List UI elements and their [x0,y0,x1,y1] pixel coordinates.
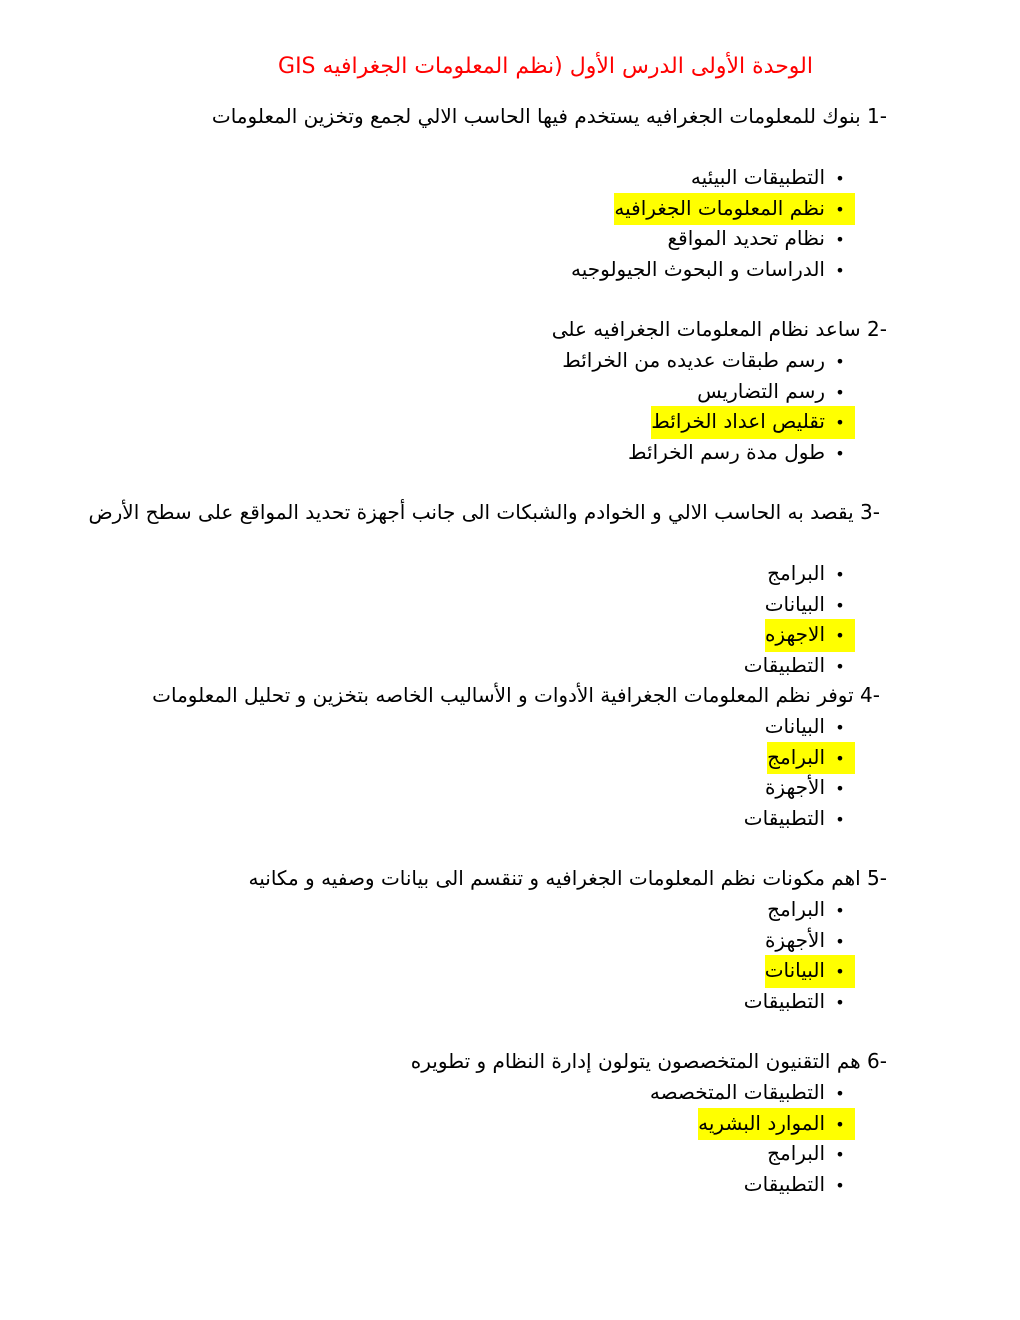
option-label: رسم طبقات عديده من الخرائط [562,348,825,372]
option-label: طول مدة رسم الخرائط [628,439,825,464]
option-item [571,162,855,193]
option-item [562,376,855,407]
question-text: هم التقنيون المتخصصون يتولون إدارة النظام و تطويره [410,1049,861,1073]
bullet-icon: • [835,748,845,768]
question-text: يقصد به الحاسب الالي و الخوادم والشبكات الى جانب أجهزة تحديد المواقع على سطح الأرض [88,500,854,524]
option-item [744,955,855,986]
bullet-icon: • [835,443,845,463]
option-item [562,345,855,376]
option-label: الأجهزة [764,775,825,800]
option-item [571,254,855,285]
option-item [744,619,855,650]
bullet-icon: • [835,901,845,920]
bullet-icon: • [835,809,845,829]
bullet-icon: • [835,169,845,188]
option-label: نظم المعلومات الجغرافيه [614,195,825,220]
option-label: البرامج [767,744,825,769]
option-item [744,650,855,681]
option-label: نظام تحديد المواقع [667,226,825,251]
bullet-icon: • [835,565,845,584]
option-item [571,193,855,224]
bullet-icon: • [835,1175,845,1195]
options-list-1 [571,162,855,284]
question-number: -2 [867,317,887,341]
option-label: الاجهزه [764,622,825,647]
question-number: -1 [867,104,887,128]
option-item [744,772,855,803]
option-item [650,1108,855,1139]
question-text: ساعد نظام المعلومات الجغرافيه على [551,317,861,341]
bullet-icon: • [835,352,845,371]
bullet-icon: • [835,230,845,250]
question-text: توفر نظم المعلومات الجغرافية الأدوات و الأساليب الخاصه بتخزين و تحليل المعلومات [152,683,854,707]
bullet-icon: • [835,718,845,737]
option-label: البيانات [764,958,825,983]
question-number: -5 [867,866,887,890]
bullet-icon: • [835,992,845,1012]
bullet-icon: • [835,626,845,646]
question-number: -3 [860,500,880,524]
option-label: البيانات [764,591,825,616]
question-number: -4 [860,683,880,707]
option-label: البرامج [767,1141,825,1166]
option-item [744,742,855,773]
options-list-6 [650,1077,855,1199]
bullet-icon: • [835,595,845,615]
option-label: الموارد البشريه [698,1110,825,1135]
option-label: رسم التضاريس [697,378,825,403]
option-item [650,1077,855,1108]
option-label: البرامج [767,897,825,921]
question-text: اهم مكونات نظم المعلومات الجغرافيه و تنقسم الى بيانات وصفيه و مكانيه [248,866,861,890]
bullet-icon: • [835,260,845,280]
option-label: تقليص اعداد الخرائط [651,409,825,434]
option-item [571,223,855,254]
page-title: الوحدة الأولى الدرس الأول (نظم المعلومات الجغرافيه GIS [278,54,813,79]
option-item [744,711,855,742]
question-6 [411,1046,887,1077]
option-label: التطبيقات [743,1171,825,1196]
option-label: البرامج [767,561,825,585]
option-item [562,437,855,468]
option-item [744,894,855,925]
option-label: التطبيقات البيئيه [690,165,825,189]
option-item [562,406,855,437]
bullet-icon: • [835,779,845,799]
question-4 [152,680,880,711]
question-text: بنوك للمعلومات الجغرافيه يستخدم فيها الحاسب الالي لجمع وتخزين المعلومات [211,104,861,128]
option-label: البيانات [764,714,825,738]
option-item [650,1169,855,1200]
option-item [744,589,855,620]
question-1 [212,101,887,132]
option-item [744,558,855,589]
option-label: الأجهزة [764,927,825,952]
options-list-4 [744,711,855,833]
bullet-icon: • [835,656,845,676]
bullet-icon: • [835,1114,845,1134]
bullet-icon: • [835,1084,845,1103]
option-label: التطبيقات [743,805,825,830]
question-number: -6 [867,1049,887,1073]
bullet-icon: • [835,413,845,433]
option-label: الدراسات و البحوث الجيولوجيه [570,256,825,281]
option-item [744,803,855,834]
option-item [744,986,855,1017]
option-item [650,1138,855,1169]
bullet-icon: • [835,931,845,951]
bullet-icon: • [835,962,845,982]
question-3 [50,497,880,528]
bullet-icon: • [835,1145,845,1165]
option-label: التطبيقات [743,652,825,677]
bullet-icon: • [835,199,845,219]
question-2 [552,314,887,345]
options-list-3 [744,558,855,680]
question-5 [249,863,887,894]
option-item [744,925,855,956]
options-list-2 [562,345,855,467]
bullet-icon: • [835,382,845,402]
option-label: التطبيقات [743,988,825,1013]
options-list-5 [744,894,855,1016]
option-label: التطبيقات المتخصصه [649,1080,825,1104]
